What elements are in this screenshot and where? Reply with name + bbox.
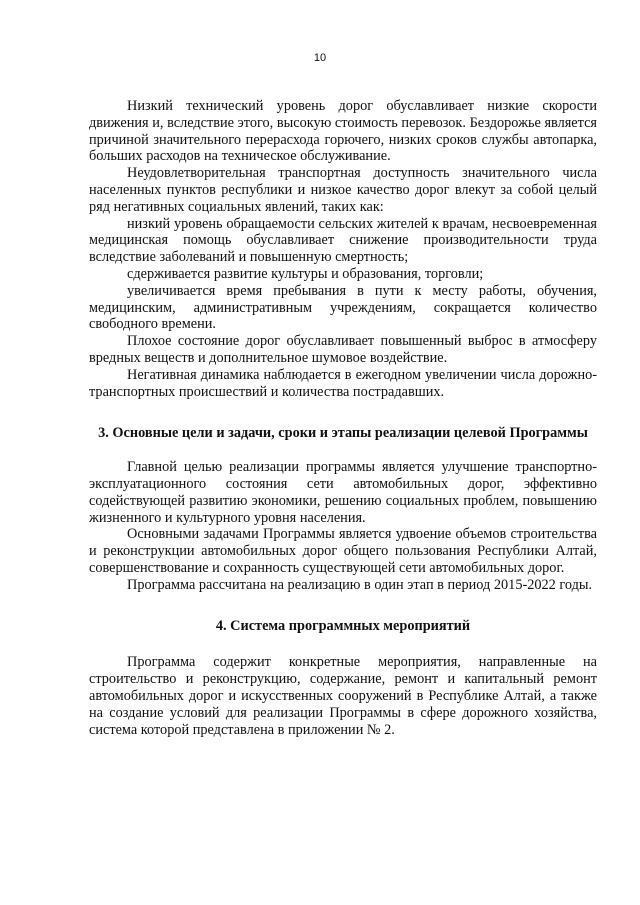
paragraph: сдерживается развитие культуры и образования, торговли;	[127, 265, 484, 282]
paragraph: Плохое состояние дорог обуславливает повышенный выброс в атмосферу вредных веществ и дополнительное шумовое воздействие.	[89, 333, 597, 366]
paragraph: Негативная динамика наблюдается в ежегодном увеличении числа дорожно-транспортных происшествий и количества пострадавших.	[89, 366, 597, 400]
section-heading: 3. Основные цели и задачи, сроки и этапы реализации целевой Программы	[98, 425, 588, 442]
paragraph: низкий уровень обращаемости сельских жителей к врачам, несвоевременная медицинская помощь обуславливает снижение производительности труда вследствие заболеваний и повышенную смертность;	[89, 215, 597, 266]
section-intro	[89, 98, 597, 400]
paragraph: Главной целью реализации программы является улучшение транспортно-эксплуатационного состояния сети автомобильных дорог, эффективно содействующей развитию экономики, решению социальных проблем, повышению жизненного и культурного уровня населения.	[89, 459, 597, 526]
paragraph: Неудовлетворительная транспортная доступность значительного числа населенных пунктов республики и низкое качество дорог влекут за собой целый ряд негативных социальных явлений, таких как:	[89, 165, 597, 215]
section-4	[89, 618, 597, 739]
page-number: 10	[313, 52, 327, 64]
paragraph: Основными задачами Программы является удвоение объемов строительства и реконструкции автомобильных дорог общего пользования Республики Алтай, совершенствование и сохранность существующей сети автомобильных дорог.	[89, 526, 597, 576]
paragraph: Низкий технический уровень дорог обуславливает низкие скорости движения и, вследствие этого, высокую стоимость перевозок. Бездорожье является причиной значительного перерасхода горючего, низких сроков службы автопарка, больших расходов на техническое обслуживание.	[89, 98, 597, 165]
paragraph: Программа содержит конкретные мероприятия, направленные на строительство и реконструкцию, содержание, ремонт и капитальный ремонт автомобильных дорог и искусственных сооружений в Республике Алтай, а также на создание условий для реализации Программы в сфере дорожного хозяйства, система которой представлена в приложении № 2.	[89, 654, 597, 738]
document-body	[89, 98, 597, 738]
section-heading: 4. Система программных мероприятий	[215, 617, 471, 634]
section-3	[89, 425, 597, 593]
paragraph: Программа рассчитана на реализацию в один этап в период 2015-2022 годы.	[127, 576, 593, 593]
paragraph: увеличивается время пребывания в пути к месту работы, обучения, медицинским, административным учреждениям, сокращается количество свободного времени.	[89, 282, 597, 333]
